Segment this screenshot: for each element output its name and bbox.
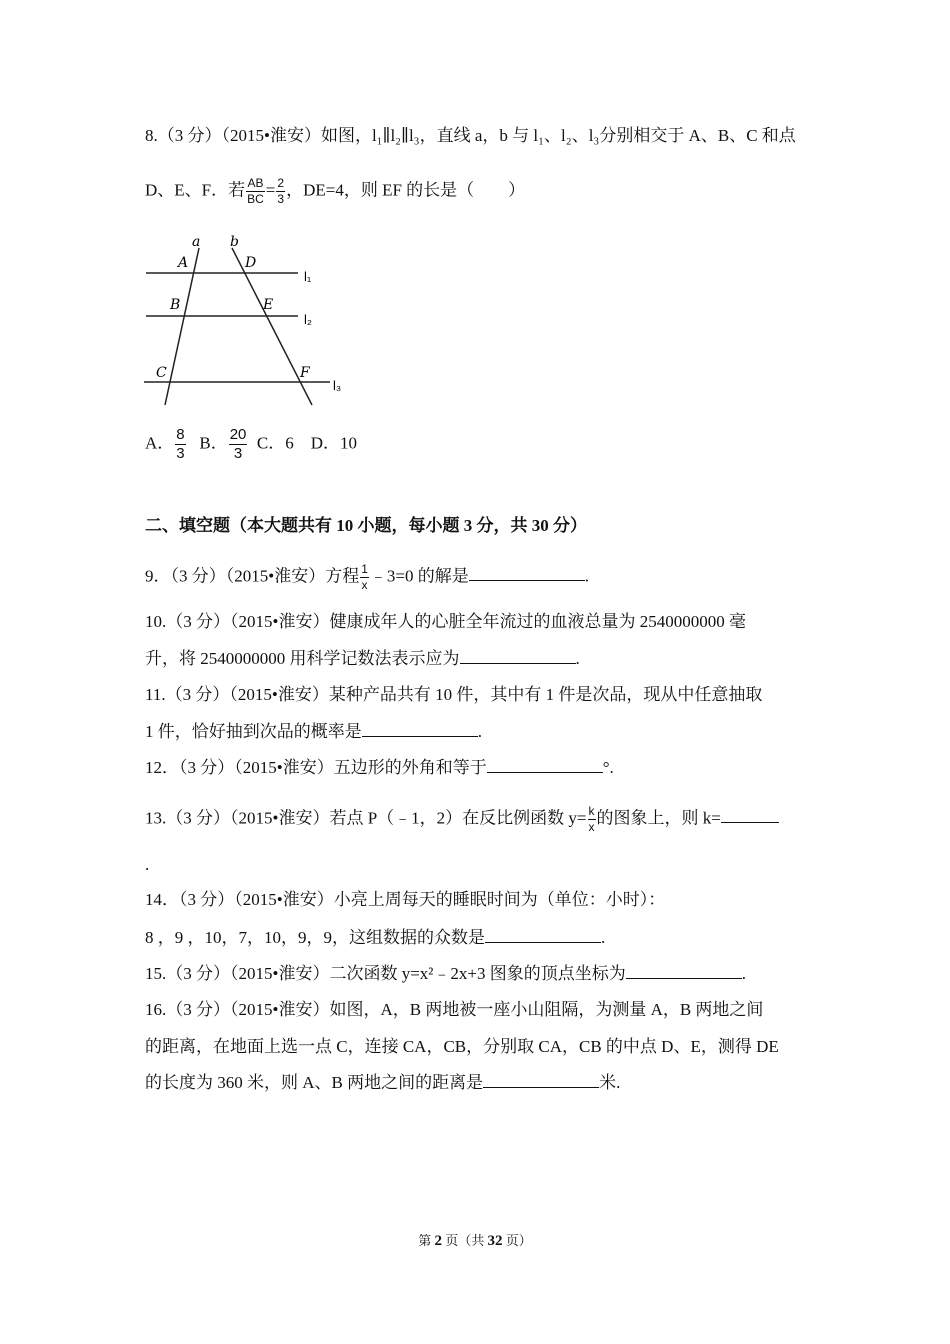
- ratio-num: AB: [247, 176, 264, 190]
- label-A: A: [178, 255, 189, 271]
- q16-line3: [145, 1071, 620, 1095]
- page-footer: [0, 1230, 950, 1250]
- option-b-fraction: [229, 426, 248, 463]
- label-B: B: [170, 297, 181, 313]
- q13-answer-blank[interactable]: [721, 806, 779, 823]
- q13-den: x: [588, 820, 595, 834]
- q14-end: .: [601, 928, 606, 947]
- footer-mid: 页（共: [441, 1233, 488, 1248]
- q9-pre: 9．（3 分）（2015•淮安）方程: [145, 566, 360, 586]
- q11-line2-pre: 1 件，恰好抽到次品的概率是: [145, 722, 362, 741]
- q14-line2-pre: 8 ，9 ，10，7，10，9，9，这组数据的众数是: [145, 928, 485, 947]
- option-b-num: 20: [229, 426, 247, 443]
- ratio-value: [276, 176, 285, 207]
- q10-end: .: [575, 649, 580, 668]
- ratio-den: BC: [247, 192, 264, 206]
- q13-post: 的图象上，则 k=: [596, 808, 721, 828]
- q11-answer-blank[interactable]: [362, 720, 478, 737]
- q8-line2-post: ，DE=4，则 EF 的长是（ ）: [286, 180, 526, 200]
- q15-end: .: [741, 964, 746, 983]
- option-b-label: B．: [199, 433, 228, 453]
- ratio-value-den: 3: [277, 192, 285, 206]
- q12: [145, 756, 614, 780]
- q15-pre: 15.（3 分）（2015•淮安）二次函数 y=x²﹣2x+3 图象的顶点坐标为: [145, 964, 626, 983]
- q16-line2: 的距离，在地面上选一点 C，连接 CA，CB，分别取 CA，CB 的中点 D、E，测得 DE: [145, 1037, 779, 1056]
- q9-fraction: [360, 562, 369, 593]
- q10-line2-pre: 升，将 2540000000 用科学记数法表示应为: [145, 649, 460, 668]
- q13-pre: 13.（3 分）（2015•淮安）若点 P（﹣1，2）在反比例函数 y=: [145, 808, 587, 828]
- option-a-num: 8: [176, 426, 185, 443]
- label-l3: l₃: [333, 378, 342, 393]
- label-l2: l₂: [304, 312, 312, 327]
- ratio-eq: =: [265, 180, 276, 200]
- footer-page-number: 2: [434, 1233, 442, 1249]
- q10-line1: 10.（3 分）（2015•淮安）健康成年人的心脏全年流过的血液总量为 2540000000 毫: [145, 612, 746, 631]
- q8-line2: [145, 176, 525, 207]
- q9-answer-blank[interactable]: [469, 564, 585, 581]
- q9-end: .: [584, 566, 589, 586]
- q9: [145, 562, 589, 593]
- q16-answer-blank[interactable]: [483, 1071, 599, 1088]
- q11-end: .: [477, 722, 482, 741]
- option-a-fraction: [175, 426, 185, 463]
- q12-end: °.: [602, 758, 614, 777]
- label-D: D: [245, 255, 257, 271]
- q9-den: x: [361, 578, 368, 592]
- ratio-ab-bc: [246, 176, 265, 207]
- label-l1: l₁: [304, 269, 312, 284]
- q13-end: .: [145, 855, 150, 874]
- section-2-title: 二、填空题（本大题共有 10 小题，每小题 3 分，共 30 分）: [145, 516, 587, 535]
- label-b: b: [230, 235, 239, 250]
- q8-options: [145, 426, 357, 463]
- option-c: C．6: [256, 433, 294, 453]
- footer-total-pages: 32: [487, 1233, 503, 1249]
- q8-line1: 8.（3 分）（2015•淮安）如图，l₁∥l₂∥l₃，直线 a，b 与 l₁、l₂、l₃分别相交于 A、B、C 和点: [145, 126, 796, 145]
- q14-answer-blank[interactable]: [485, 926, 601, 943]
- q13: [145, 804, 779, 835]
- parallel-lines-figure: [140, 235, 355, 410]
- q11-line2: [145, 720, 482, 744]
- option-a-label: A．: [145, 433, 175, 453]
- label-F: F: [300, 365, 310, 381]
- q11-line1: 11.（3 分）（2015•淮安）某种产品共有 10 件，其中有 1 件是次品，现从中任意抽取: [145, 685, 763, 704]
- q16-line3-pre: 的长度为 360 米，则 A、B 两地之间的距离是: [145, 1073, 484, 1092]
- q9-post: ﹣3=0 的解是: [369, 566, 469, 586]
- q14-line2: [145, 926, 605, 950]
- ratio-value-num: 2: [277, 176, 285, 190]
- label-E: E: [263, 297, 274, 313]
- option-b-den: 3: [233, 445, 243, 462]
- option-d: D．10: [310, 433, 358, 453]
- option-a-den: 3: [176, 445, 185, 462]
- q13-num: k: [588, 804, 595, 818]
- footer-post: 页）: [502, 1233, 532, 1248]
- q12-pre: 12．（3 分）（2015•淮安）五边形的外角和等于: [145, 758, 487, 777]
- q16-line1: 16.（3 分）（2015•淮安）如图，A，B 两地被一座小山阻隔，为测量 A，B 两地之间: [145, 1000, 764, 1019]
- label-a: a: [192, 235, 201, 250]
- q16-end: 米.: [599, 1073, 621, 1092]
- q15-answer-blank[interactable]: [626, 962, 742, 979]
- q10-answer-blank[interactable]: [460, 647, 576, 664]
- q13-fraction: [588, 804, 596, 835]
- label-C: C: [156, 365, 167, 381]
- q8-line2-pre: D、E、F．若: [145, 180, 246, 200]
- q9-num: 1: [361, 562, 368, 576]
- q10-line2: [145, 647, 580, 671]
- q15: [145, 962, 746, 986]
- footer-pre: 第: [418, 1233, 435, 1248]
- q12-answer-blank[interactable]: [487, 756, 603, 773]
- q14-line1: 14．（3 分）（2015•淮安）小亮上周每天的睡眠时间为（单位：小时）：: [145, 890, 666, 909]
